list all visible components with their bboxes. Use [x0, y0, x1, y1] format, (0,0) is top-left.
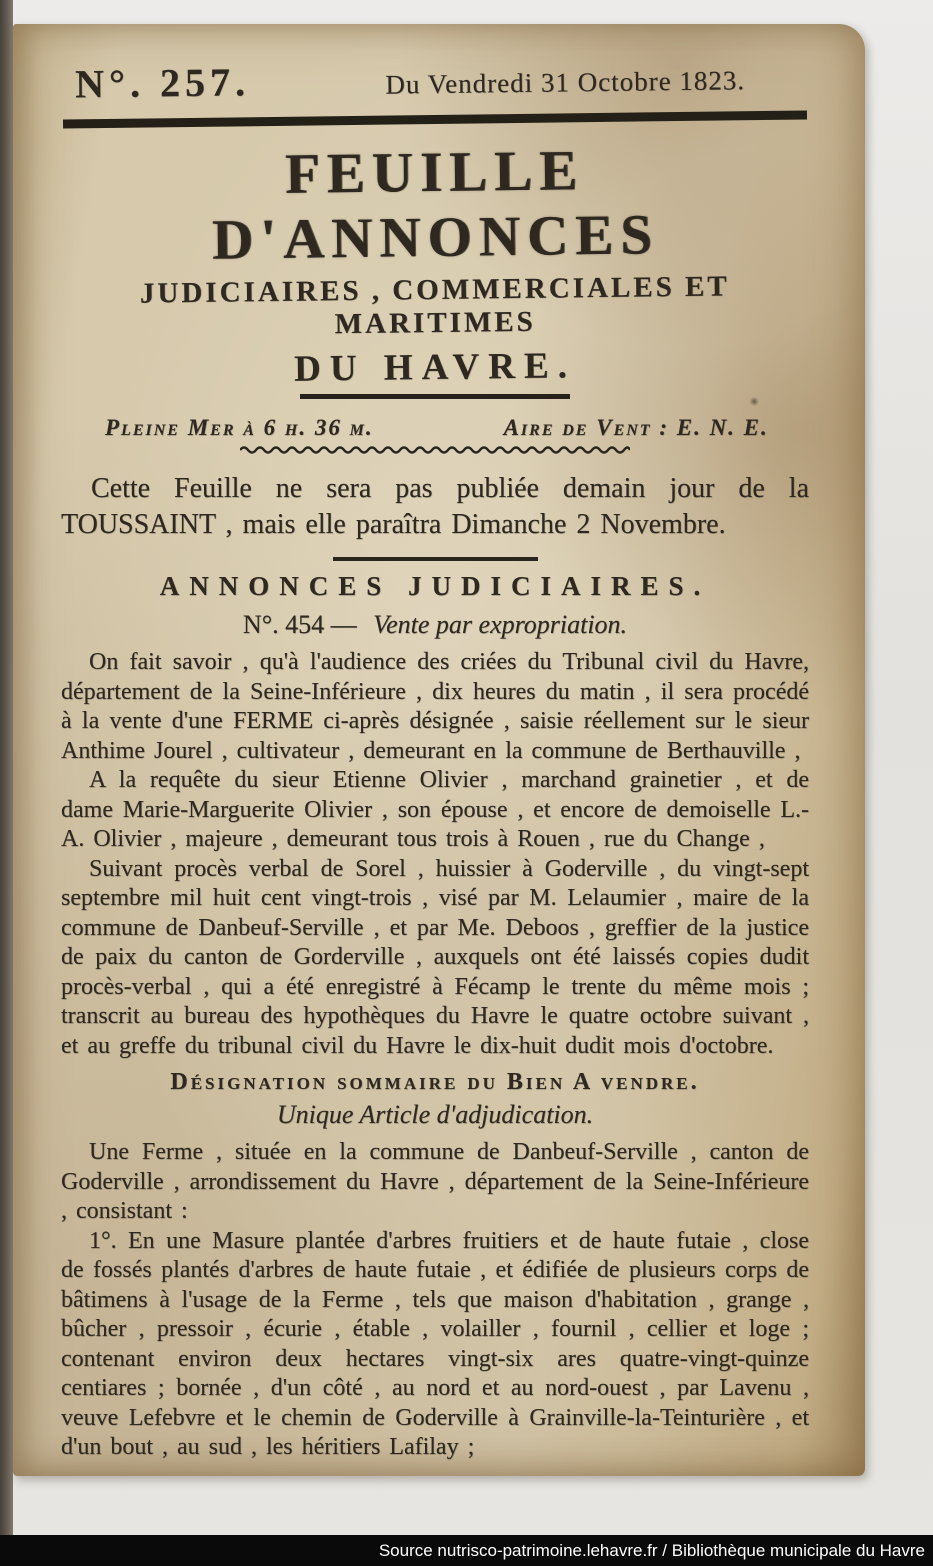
announcement-title: Vente par expropriation. [373, 610, 628, 639]
issue-number: N°. 257. [74, 59, 251, 107]
newspaper-page [13, 24, 865, 1476]
wavy-rule-decoration [61, 443, 809, 457]
body-paragraph: Suivant procès verbal de Sorel , huissier à Goderville , du vingt-sept septembre mil huit cent vingt-trois , visé par M. Lelaumier , maire de la commune de Danbeuf-Serville , et par Me. Deboos , greffier de la justice de paix du canton de Gorderville , auxquels ont été laissés copies dudit procès-verbal , qui a été enregistré à Fécamp le trente du même mois ; transcrit au bureau des hypothèques du Havre le quatre octobre suivant , et au greffe du tribunal civil du Havre le dix-huit dudit mois d'octobre. [61, 855, 809, 1059]
book-binding-edge [0, 0, 13, 1535]
wind-info: Aire de Vent : E. N. E. [503, 415, 769, 440]
announcement-title-line [61, 610, 809, 640]
masthead [61, 50, 809, 457]
announcement-number: N°. 454 — [242, 610, 357, 639]
newspaper-subtitle: JUDICIAIRES , COMMERCIALES ET MARITIMES [139, 270, 730, 341]
masthead-top-row [61, 45, 810, 107]
publication-notice: Cette Feuille ne sera pas publiée demain jour de la TOUSSAINT , mais elle paraîtra Dimanche 2 Novembre. [61, 473, 809, 540]
section-heading: ANNONCES JUDICIAIRES. [159, 571, 711, 601]
adjudication-heading: Unique Article d'adjudication. [276, 1100, 594, 1129]
city-underline-rule [300, 394, 570, 399]
credit-bar [0, 1535, 933, 1566]
date-line: Du Vendredi 31 Octobre 1823. [385, 65, 746, 100]
tide-wind-row [61, 415, 809, 441]
source-credit: Source nutrisco-patrimoine.lehavre.fr / Bibliothèque municipale du Havre [378, 1540, 925, 1560]
masthead-rule [63, 110, 807, 128]
tide-info: Pleine Mer à 6 h. 36 m. [105, 415, 374, 440]
body-paragraph: 1°. En une Masure plantée d'arbres fruitiers et de haute futaie , close de fossés plantés d'arbres de haute futaie , et édifiée de plusieurs corps de bâtimens à l'usage de la Ferme , tels que maison d'habitation , grange , bûcher , pressoir , écurie , étable , volailler , fournil , cellier et loge ; contenant environ deux hectares vingt-six ares quatre-vingt-quinze centiares ; bornée , d'un côté , au nord et au nord-ouest , par Lavenu , veuve Lefebvre et le chemin de Goderville à Grainville-la-Teinturière , et d'un bout , au sud , les héritiers Lafilay ; [61, 1227, 809, 1460]
body-paragraph: A la requête du sieur Etienne Olivier , marchand grainetier , et de dame Marie-Marguerite Olivier , son épouse , et encore de demoiselle L.-A. Olivier , majeure , demeurant tous trois à Rouen , rue du Change , [61, 767, 809, 852]
newspaper-title: FEUILLE D'ANNONCES [211, 139, 660, 272]
body-paragraph: Une Ferme , située en la commune de Danbeuf-Serville , canton de Goderville , arrondissement du Havre , département de la Seine-Inférieure , consistant : [61, 1139, 809, 1224]
newspaper-subtitle-city: DU HAVRE. [293, 345, 577, 390]
designation-heading: Désignation sommaire du Bien A vendre. [170, 1069, 700, 1095]
section-divider-rule [333, 557, 538, 561]
body-paragraph: On fait savoir , qu'à l'audience des criées du Tribunal civil du Havre, département de la Seine-Inférieure , dix heures du matin , il sera procédé à la vente d'une FERME ci-après désignée , saisie réellement sur le sieur Anthime Jourel , cultivateur , demeurant en la commune de Berthauville , [61, 649, 809, 764]
